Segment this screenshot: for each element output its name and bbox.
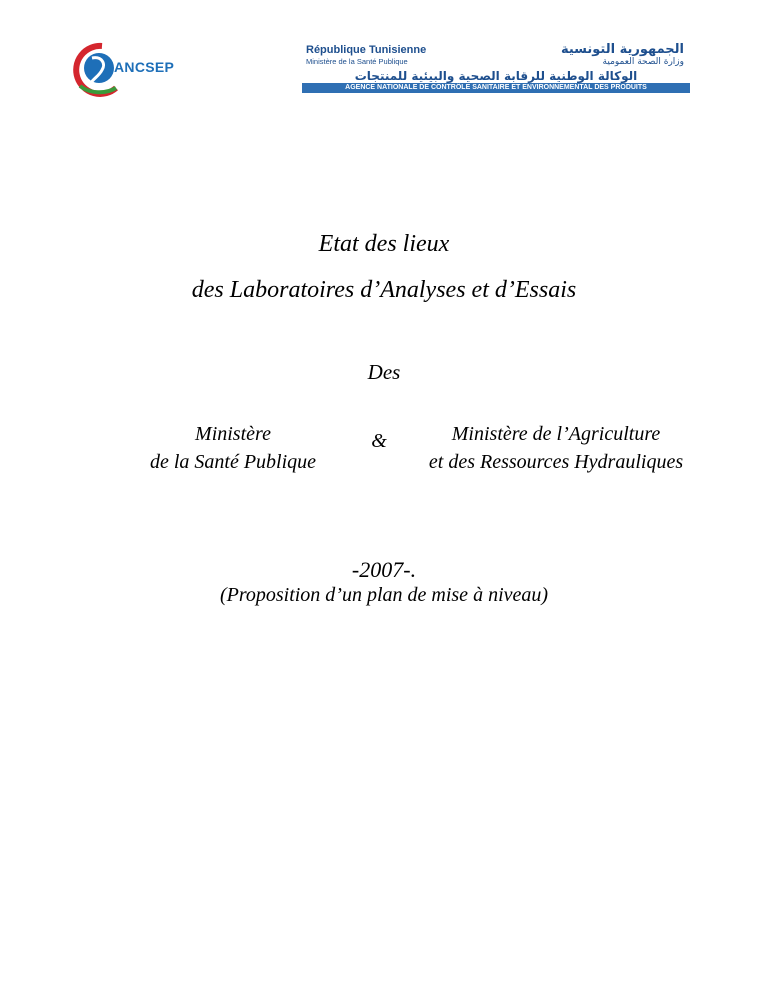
document-year: -2007-. — [351, 557, 417, 582]
document-header — [0, 0, 768, 110]
ministry-agriculture — [410, 420, 702, 476]
ampersand: & — [371, 430, 387, 452]
title-line-2: des Laboratoires d’Analyses et d’Essais — [191, 277, 577, 303]
logo-text: ANCSEP — [114, 59, 175, 75]
ministry-health-line-1: Ministère — [195, 423, 271, 445]
ministry-name-ar: وزارة الصحة العمومية — [602, 57, 684, 67]
republic-name-ar: الجمهورية التونسية — [560, 42, 684, 57]
ministry-health — [128, 420, 338, 476]
ministry-health-line-2: de la Santé Publique — [149, 451, 317, 473]
republic-name-fr: République Tunisienne — [306, 44, 427, 56]
ministry-name-fr: Ministère de la Santé Publique — [306, 57, 408, 66]
agency-name-fr: AGENCE NATIONALE DE CONTRÔLE SANITAIRE ET ENVIRONNEMENTAL DES PRODUITS — [302, 83, 690, 93]
document-subtitle: (Proposition d’un plan de mise à niveau) — [219, 584, 549, 606]
agency-name-ar: الوكالة الوطنية للرقابة الصحية والبيئية للمنتجات — [354, 69, 638, 83]
ministry-agriculture-line-1: Ministère de l’Agriculture — [451, 423, 661, 445]
ministry-agriculture-line-2: et des Ressources Hydrauliques — [428, 451, 684, 473]
title-line-1: Etat des lieux — [318, 231, 450, 257]
des-label: Des — [367, 360, 401, 384]
masthead-banner — [302, 44, 690, 94]
ancsep-logo — [72, 40, 192, 98]
